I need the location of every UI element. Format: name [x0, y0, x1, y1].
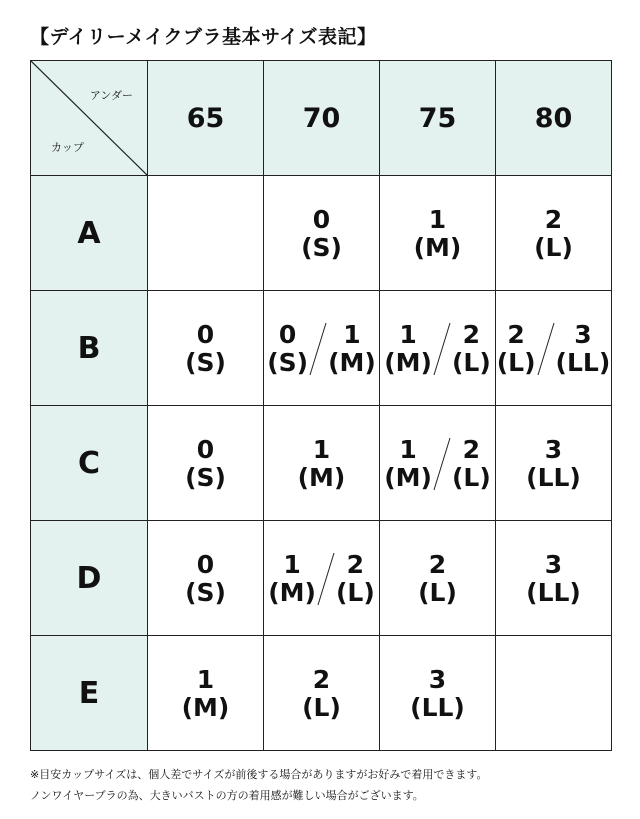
size-number: 2 [346, 549, 365, 579]
size-entry [301, 206, 342, 262]
size-value [302, 666, 341, 722]
size-letter: (L) [534, 232, 573, 262]
slash-divider [433, 321, 451, 377]
size-value [268, 551, 316, 607]
size-value [414, 206, 462, 262]
slash-divider [317, 551, 335, 607]
size-entry [414, 206, 462, 262]
size-letter: (L) [335, 577, 375, 607]
size-cell [264, 176, 380, 291]
size-cell [380, 176, 496, 291]
size-cell [380, 521, 496, 636]
size-letter: (M) [181, 692, 230, 722]
size-number: 2 [544, 204, 563, 234]
size-entry [418, 551, 457, 607]
size-letter: (M) [268, 577, 316, 607]
size-letter: (M) [384, 462, 432, 492]
size-value [384, 321, 432, 377]
row-header-cup: D [31, 521, 148, 636]
under-label: アンダー [89, 89, 133, 102]
slash-divider [433, 436, 451, 492]
size-number: 2 [462, 319, 481, 349]
corner-cell [31, 61, 148, 176]
size-number: 3 [544, 549, 563, 579]
size-cell [496, 636, 612, 751]
size-letter: (M) [328, 347, 376, 377]
row-header-cup: C [31, 406, 148, 521]
size-number: 0 [196, 319, 215, 349]
size-letter: (L) [418, 577, 457, 607]
size-letter: (LL) [526, 462, 581, 492]
size-chart-body [31, 61, 612, 751]
size-cell [496, 406, 612, 521]
size-cell [148, 291, 264, 406]
size-number: 1 [343, 319, 361, 349]
size-value [384, 436, 432, 492]
size-letter: (L) [451, 347, 491, 377]
size-letter: (L) [302, 692, 341, 722]
size-cell [264, 521, 380, 636]
size-cell [148, 176, 264, 291]
size-number: 0 [196, 549, 215, 579]
table-row [31, 176, 612, 291]
size-value [556, 321, 611, 377]
size-cell [264, 636, 380, 751]
size-cell [380, 291, 496, 406]
size-value [526, 436, 581, 492]
size-letter: (LL) [410, 692, 465, 722]
size-letter: (S) [301, 232, 342, 262]
size-entry [497, 321, 611, 377]
size-value [410, 666, 465, 722]
size-letter: (M) [384, 347, 432, 377]
size-entry [534, 206, 573, 262]
size-number: 1 [399, 319, 417, 349]
size-letter: (LL) [555, 347, 611, 377]
size-number: 2 [312, 664, 331, 694]
size-cell [148, 521, 264, 636]
size-value [185, 436, 226, 492]
size-cell [496, 176, 612, 291]
size-letter: (S) [267, 347, 309, 377]
size-entry [526, 551, 581, 607]
size-cell [496, 521, 612, 636]
size-value [185, 551, 226, 607]
size-number: 1 [283, 549, 301, 579]
size-entry [410, 666, 465, 722]
size-letter: (L) [451, 462, 491, 492]
size-value [185, 321, 226, 377]
size-number: 1 [312, 434, 331, 464]
size-entry [185, 551, 226, 607]
size-value [301, 206, 342, 262]
size-value [182, 666, 230, 722]
row-header-cup: B [31, 291, 148, 406]
size-number: 1 [399, 434, 417, 464]
size-cell [380, 406, 496, 521]
size-value [497, 321, 536, 377]
size-entry [526, 436, 581, 492]
size-value [267, 321, 308, 377]
size-number: 2 [507, 319, 525, 349]
size-value [418, 551, 457, 607]
row-header-cup: E [31, 636, 148, 751]
size-number: 3 [428, 664, 447, 694]
slash-divider [309, 321, 327, 377]
col-header-70: 70 [264, 61, 380, 176]
col-header-80: 80 [496, 61, 612, 176]
size-number: 0 [278, 319, 297, 349]
size-entry [267, 321, 376, 377]
size-entry [298, 436, 346, 492]
size-number: 0 [312, 204, 331, 234]
size-value [526, 551, 581, 607]
size-entry [302, 666, 341, 722]
size-entry [185, 436, 226, 492]
size-entry [384, 436, 491, 492]
size-entry [384, 321, 491, 377]
size-cell [148, 406, 264, 521]
size-cell [264, 406, 380, 521]
size-letter: (LL) [526, 577, 581, 607]
size-letter: (S) [185, 347, 226, 377]
slash-divider [537, 321, 555, 377]
size-number: 0 [196, 434, 215, 464]
note-line-1: ※目安カップサイズは、個人差でサイズが前後する場合がありますがお好みで着用できます。 [30, 768, 488, 781]
size-value [534, 206, 573, 262]
size-letter: (M) [413, 232, 462, 262]
size-cell [380, 636, 496, 751]
size-entry [268, 551, 375, 607]
size-letter: (M) [297, 462, 346, 492]
diagonal-line [31, 61, 147, 175]
size-letter: (S) [185, 577, 226, 607]
size-value [328, 321, 376, 377]
note-line-2: ノンワイヤーブラの為、大きいバストの方の着用感が難しい場合がございます。 [30, 789, 424, 802]
table-row [31, 291, 612, 406]
size-chart-table [30, 60, 612, 751]
notes [30, 764, 487, 806]
size-number: 2 [462, 434, 481, 464]
col-header-65: 65 [148, 61, 264, 176]
size-cell [148, 636, 264, 751]
size-cell [264, 291, 380, 406]
size-value [298, 436, 346, 492]
size-number: 3 [574, 319, 592, 349]
table-row [31, 636, 612, 751]
table-row [31, 521, 612, 636]
size-letter: (S) [185, 462, 226, 492]
size-cell [496, 291, 612, 406]
size-value [452, 436, 491, 492]
size-number: 2 [428, 549, 447, 579]
size-entry [182, 666, 230, 722]
col-header-75: 75 [380, 61, 496, 176]
page-title: 【デイリーメイクブラ基本サイズ表記】 [30, 26, 377, 48]
table-row [31, 406, 612, 521]
header-row [31, 61, 612, 176]
size-value [452, 321, 491, 377]
size-number: 1 [196, 664, 215, 694]
size-number: 1 [428, 204, 447, 234]
cup-label: カップ [51, 141, 84, 154]
size-entry [185, 321, 226, 377]
size-value [336, 551, 375, 607]
size-letter: (L) [496, 347, 536, 377]
row-header-cup: A [31, 176, 148, 291]
size-number: 3 [544, 434, 563, 464]
